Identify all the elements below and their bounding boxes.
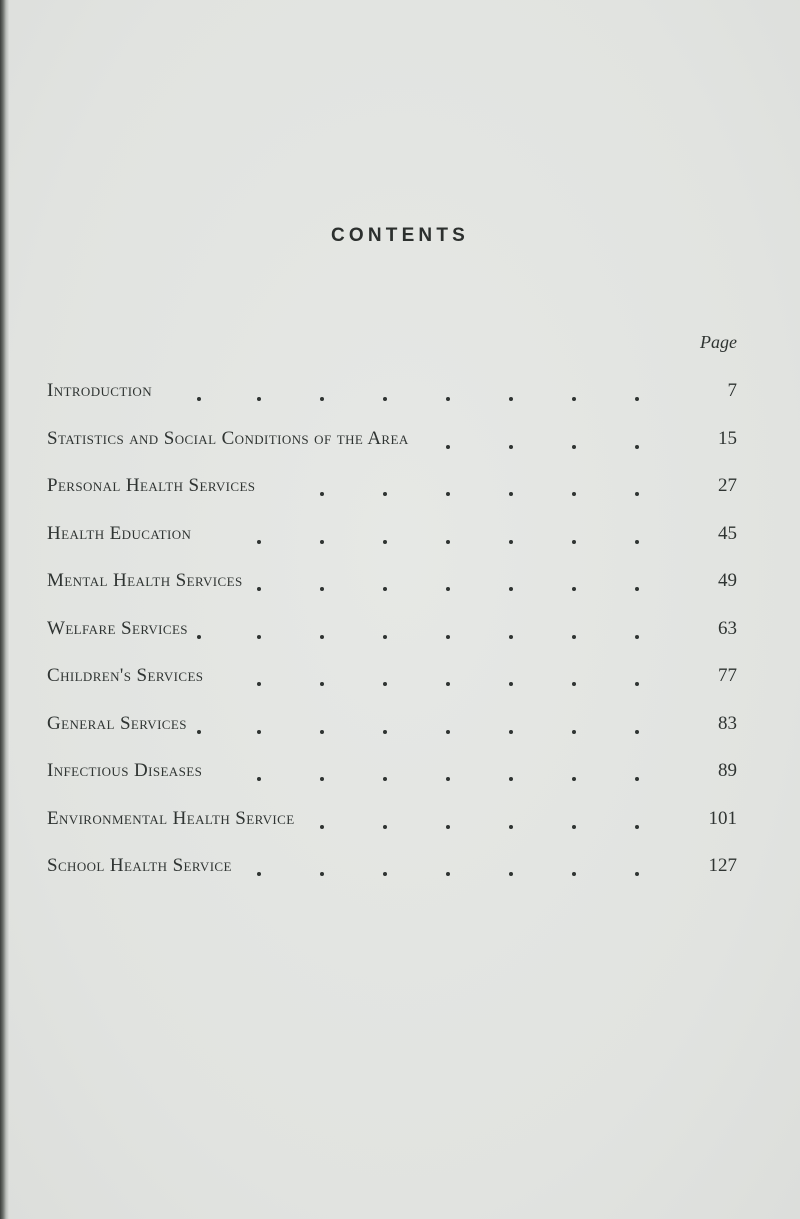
leader-dot: [320, 635, 324, 639]
leader-dot: [446, 587, 450, 591]
leader-dot: [446, 777, 450, 781]
toc-entry-title: Statistics and Social Conditions of the Area: [47, 427, 409, 449]
leader-dot: [383, 635, 387, 639]
toc-entry-page: 63: [718, 617, 737, 639]
leader-dot: [320, 492, 324, 496]
leader-dot: [635, 540, 639, 544]
leader-dot: [572, 587, 576, 591]
toc-entry-page: 49: [718, 570, 737, 591]
leader-dot: [446, 635, 450, 639]
leader-dot: [446, 682, 450, 686]
leader-dot: [383, 777, 387, 781]
leader-dot: [446, 872, 450, 876]
leader-dot: [197, 730, 201, 734]
leader-dot: [446, 445, 450, 449]
leader-dot: [635, 397, 639, 401]
toc-entry-title: Children's Services: [47, 665, 204, 686]
leader-dot: [572, 682, 576, 686]
leader-dot: [635, 730, 639, 734]
toc-entry: [47, 523, 737, 571]
toc-entry-title: Welfare Services: [47, 617, 188, 639]
toc-entry-page: 27: [718, 475, 737, 496]
toc-entry-title: Personal Health Services: [47, 475, 256, 496]
leader-dot: [320, 825, 324, 829]
leader-dot: [257, 635, 261, 639]
leader-dot: [320, 397, 324, 401]
leader-dot: [635, 587, 639, 591]
leader-dot: [320, 777, 324, 781]
leader-dot: [509, 492, 513, 496]
leader-dot: [446, 730, 450, 734]
leader-dot: [509, 682, 513, 686]
toc-entry-page: 83: [718, 712, 737, 734]
toc-entry-title: School Health Service: [47, 855, 232, 876]
contents-heading: CONTENTS: [330, 225, 470, 246]
leader-dot: [383, 492, 387, 496]
leader-dot: [257, 730, 261, 734]
leader-dot: [572, 540, 576, 544]
leader-dot: [572, 872, 576, 876]
leader-dot: [635, 872, 639, 876]
leader-dot: [572, 445, 576, 449]
leader-dot: [509, 730, 513, 734]
leader-dot: [509, 635, 513, 639]
leader-dot: [509, 540, 513, 544]
leader-dot: [509, 872, 513, 876]
toc-entry: [47, 760, 737, 808]
toc-entry-page: 7: [727, 380, 737, 401]
toc-entry: [47, 380, 737, 428]
leader-dot: [257, 540, 261, 544]
leader-dot: [572, 730, 576, 734]
toc-entry-title: Infectious Diseases: [47, 760, 203, 781]
page-column-label: Page: [700, 332, 737, 352]
toc-entry: [47, 618, 737, 666]
toc-entry-title: Mental Health Services: [47, 570, 243, 591]
leader-dot: [320, 682, 324, 686]
leader-dot: [446, 540, 450, 544]
leader-dot: [446, 825, 450, 829]
toc-entry-title: Health Education: [47, 522, 192, 544]
leader-dot: [257, 587, 261, 591]
toc-entry: [47, 428, 737, 476]
table-of-contents: [47, 380, 737, 903]
toc-entry-page: 127: [708, 855, 737, 876]
leader-dot: [572, 777, 576, 781]
toc-entry-page: 15: [718, 427, 737, 449]
toc-entry-page: 89: [718, 760, 737, 781]
leader-dot: [383, 825, 387, 829]
leader-dot: [635, 777, 639, 781]
leader-dot: [446, 397, 450, 401]
leader-dot: [257, 777, 261, 781]
leader-dot: [635, 445, 639, 449]
toc-entry: [47, 665, 737, 713]
leader-dot: [572, 397, 576, 401]
toc-entry: [47, 855, 737, 903]
leader-dot: [635, 682, 639, 686]
leader-dot: [320, 872, 324, 876]
toc-entry: [47, 808, 737, 856]
leader-dot: [509, 777, 513, 781]
leader-dot: [509, 397, 513, 401]
leader-dot: [197, 397, 201, 401]
binding-edge: [0, 0, 9, 1219]
leader-dot: [635, 492, 639, 496]
leader-dot: [320, 540, 324, 544]
leader-dot: [572, 825, 576, 829]
leader-dot: [257, 872, 261, 876]
toc-entry: [47, 713, 737, 761]
leader-dot: [383, 540, 387, 544]
leader-dot: [197, 635, 201, 639]
leader-dot: [383, 682, 387, 686]
toc-entry: [47, 475, 737, 523]
leader-dot: [509, 825, 513, 829]
leader-dot: [257, 682, 261, 686]
leader-dot: [572, 492, 576, 496]
toc-entry-title: Environmental Health Service: [47, 807, 295, 829]
toc-entry-title: Introduction: [47, 380, 153, 401]
leader-dot: [383, 587, 387, 591]
leader-dot: [509, 445, 513, 449]
leader-dot: [383, 397, 387, 401]
toc-entry: [47, 570, 737, 618]
toc-entry-title: General Services: [47, 712, 187, 734]
leader-dot: [635, 635, 639, 639]
leader-dot: [383, 872, 387, 876]
leader-dot: [320, 730, 324, 734]
toc-entry-page: 45: [718, 522, 737, 544]
leader-dot: [257, 397, 261, 401]
leader-dot: [446, 492, 450, 496]
leader-dot: [383, 730, 387, 734]
leader-dot: [320, 587, 324, 591]
leader-dot: [572, 635, 576, 639]
toc-entry-page: 101: [708, 807, 737, 829]
leader-dot: [635, 825, 639, 829]
toc-entry-page: 77: [718, 665, 737, 686]
leader-dot: [509, 587, 513, 591]
